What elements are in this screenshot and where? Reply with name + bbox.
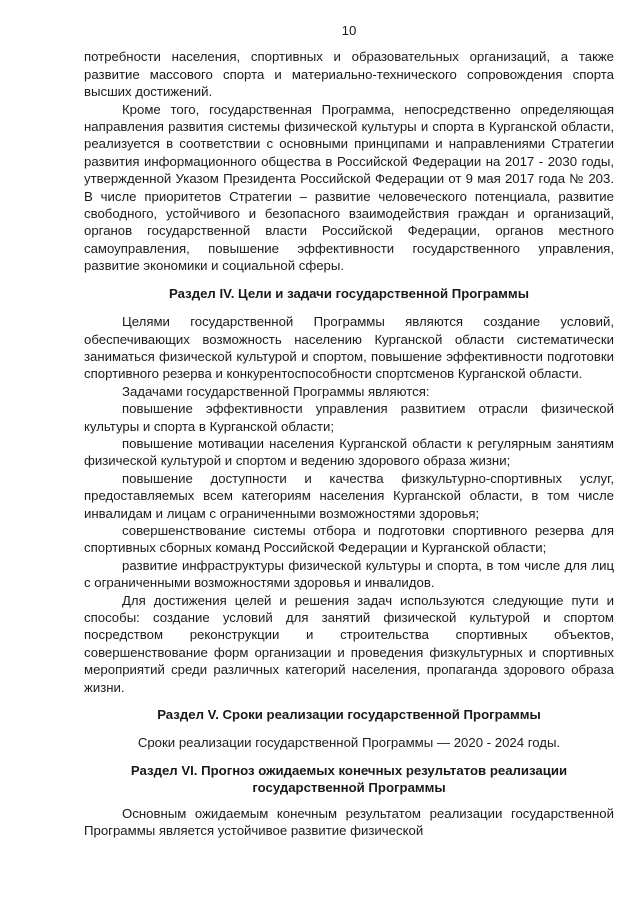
task-item: повышение эффективности управления развитием отрасли физической культуры и спорта в Курганской области; [84,401,614,434]
tasks-intro: Задачами государственной Программы являются: [122,383,430,399]
page-number: 10 [341,23,357,38]
task-item: повышение доступности и качества физкультурно-спортивных услуг, предоставляемых всем категориям населения Курганской области, в том числе инвалидам и лицам с ограниченными возможностями здоровья; [84,470,614,521]
goals-paragraph: Целями государственной Программы являются создание условий, обеспечивающих возможность населению Курганской области систематически заниматься физической культурой и спортом, повышение эффективности подготовки спортивного резерва и конкурентоспособности спортсменов Курганской области. [84,314,614,382]
continuation-paragraph: потребности населения, спортивных и образовательных организаций, а также развитие массового спорта и материально-технического сопровождения спорта высших достижений. [84,49,614,100]
task-item: совершенствование системы отбора и подготовки спортивного резерва для спортивных сборных команд Российской Федерации и Курганской области; [84,522,614,556]
strategy-paragraph: Кроме того, государственная Программа, непосредственно определяющая направления развития системы физической культуры и спорта в Курганской области, реализуется в соответствии с основными принципами и направлениями Стратегии развития информационного общества в Российской Федерации на 2017 - 2030 годы, утвержденной Указом Президента Российской Федерации от 9 мая 2017 года № 203. В числе приоритетов Стратегии – развитие человеческого потенциала, развитие свободного, устойчивого и безопасного взаимодействия граждан и организаций, органов государственной власти Российской Федерации, органов местного самоуправления, повышение эффективности государственного управления, развитие экономики и социальной сферы. [84,101,614,274]
task-item: повышение мотивации населения Курганской области к регулярным занятиям физической культурой и спортом и ведению здорового образа жизни; [84,435,614,469]
results-paragraph: Основным ожидаемым конечным результатом реализации государственной Программы является устойчивое развитие физической [84,805,614,839]
section-5-text: Сроки реализации государственной Программы — 2020 - 2024 годы. [137,735,561,751]
section-6-heading-line-2: государственной Программы [252,780,446,796]
document-page [84,22,614,839]
section-6-heading [84,762,614,797]
methods-paragraph: Для достижения целей и решения задач используются следующие пути и способы: создание условий для занятий физической культурой и спортом посредством реконструкции и строительства спортивных объектов, совершенствование форм организации и проведения физкультурных и спортивных мероприятий среди различных категорий населения, пропаганда здорового образа жизни. [84,592,614,695]
section-4-heading: Раздел IV. Цели и задачи государственной Программы [169,285,529,301]
section-5-heading: Раздел V. Сроки реализации государственной Программы [157,707,541,723]
section-6-heading-line-1: Раздел VI. Прогноз ожидаемых конечных результатов реализации [130,762,568,778]
task-item: развитие инфраструктуры физической культуры и спорта, в том числе для лиц с ограниченными возможностями здоровья и инвалидов. [84,557,614,591]
